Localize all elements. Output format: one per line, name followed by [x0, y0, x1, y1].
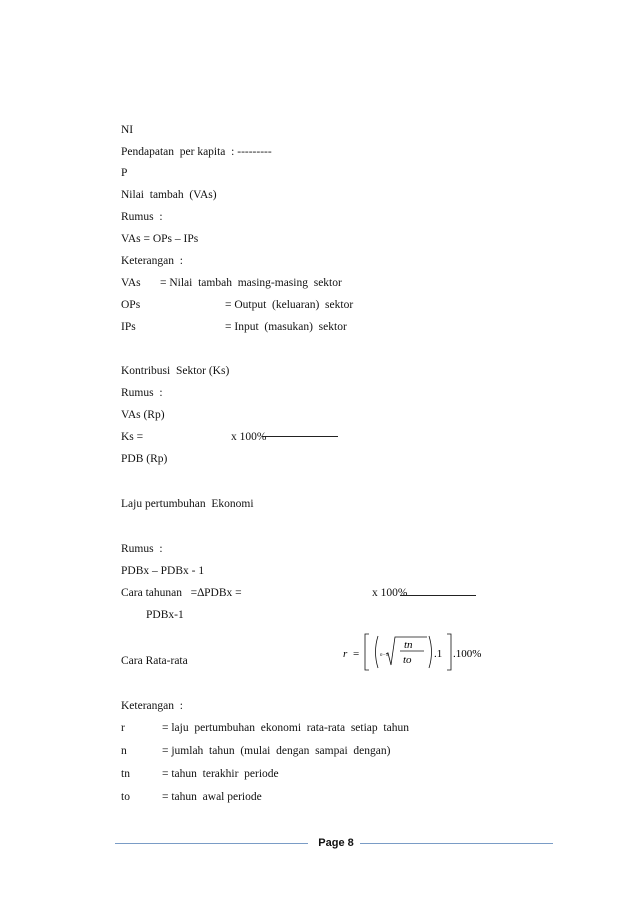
- ni-text: NI: [121, 124, 134, 136]
- tn-term: tn: [121, 768, 130, 780]
- rumus-label: Rumus :: [121, 211, 163, 223]
- vas-term: VAs: [121, 277, 141, 289]
- r-term: r: [121, 722, 125, 734]
- root-index: n−1: [380, 653, 389, 658]
- formula-minus-one: .1: [434, 648, 443, 660]
- laju-heading: Laju pertumbuhan Ekonomi: [121, 498, 254, 510]
- n-definition: = jumlah tahun (mulai dengan sampai dengan): [162, 745, 391, 757]
- rumus-label: Rumus :: [121, 543, 163, 555]
- ks-label: Ks =: [121, 431, 144, 443]
- formula-equals: =: [353, 648, 360, 660]
- footer-rule-right: [360, 843, 553, 844]
- tn-definition: = tahun terakhir periode: [162, 768, 279, 780]
- pendapatan-text: Pendapatan per kapita : ---------: [121, 146, 272, 158]
- ips-definition: = Input (masukan) sektor: [225, 321, 347, 333]
- n-term: n: [121, 745, 127, 757]
- formula-denominator: to: [403, 654, 412, 666]
- rumus-label: Rumus :: [121, 387, 163, 399]
- ks-fraction-rule: [262, 436, 338, 437]
- ks-multiplier: x 100%: [231, 431, 267, 443]
- r-definition: = laju pertumbuhan ekonomi rata-rata setiap tahun: [162, 722, 409, 734]
- right-bracket: [447, 634, 451, 670]
- formula-r: r: [343, 648, 348, 660]
- keterangan-label: Keterangan :: [121, 700, 183, 712]
- right-paren: [429, 636, 432, 668]
- ks-numerator: VAs (Rp): [121, 409, 165, 421]
- to-definition: = tahun awal periode: [162, 791, 262, 803]
- vas-formula: VAs = OPs – IPs: [121, 233, 199, 245]
- ks-denominator: PDB (Rp): [121, 453, 168, 465]
- tahunan-multiplier: x 100%: [372, 587, 408, 599]
- tahunan-fraction-rule: [400, 595, 476, 596]
- nilai-tambah-heading: Nilai tambah (VAs): [121, 189, 217, 201]
- tahunan-numerator: PDBx – PDBx - 1: [121, 565, 205, 577]
- page-number: Page 8: [318, 837, 354, 849]
- rata-rata-formula: [340, 632, 482, 672]
- ops-definition: = Output (keluaran) sektor: [225, 299, 354, 311]
- to-term: to: [121, 791, 130, 803]
- keterangan-label: Keterangan :: [121, 255, 183, 267]
- left-bracket: [365, 634, 369, 670]
- vas-definition: = Nilai tambah masing-masing sektor: [160, 277, 342, 289]
- footer-rule-left: [115, 843, 308, 844]
- cara-rata-label: Cara Rata-rata: [121, 655, 188, 667]
- cara-tahunan-label: Cara tahunan =∆PDBx =: [121, 587, 242, 599]
- left-paren: [376, 636, 379, 668]
- formula-numerator: tn: [404, 639, 413, 651]
- ips-term: IPs: [121, 321, 136, 333]
- ops-term: OPs: [121, 299, 141, 311]
- tahunan-denominator: PDBx-1: [146, 609, 184, 621]
- p-text: P: [121, 167, 128, 179]
- formula-percent: .100%: [453, 648, 482, 660]
- kontribusi-heading: Kontribusi Sektor (Ks): [121, 365, 230, 377]
